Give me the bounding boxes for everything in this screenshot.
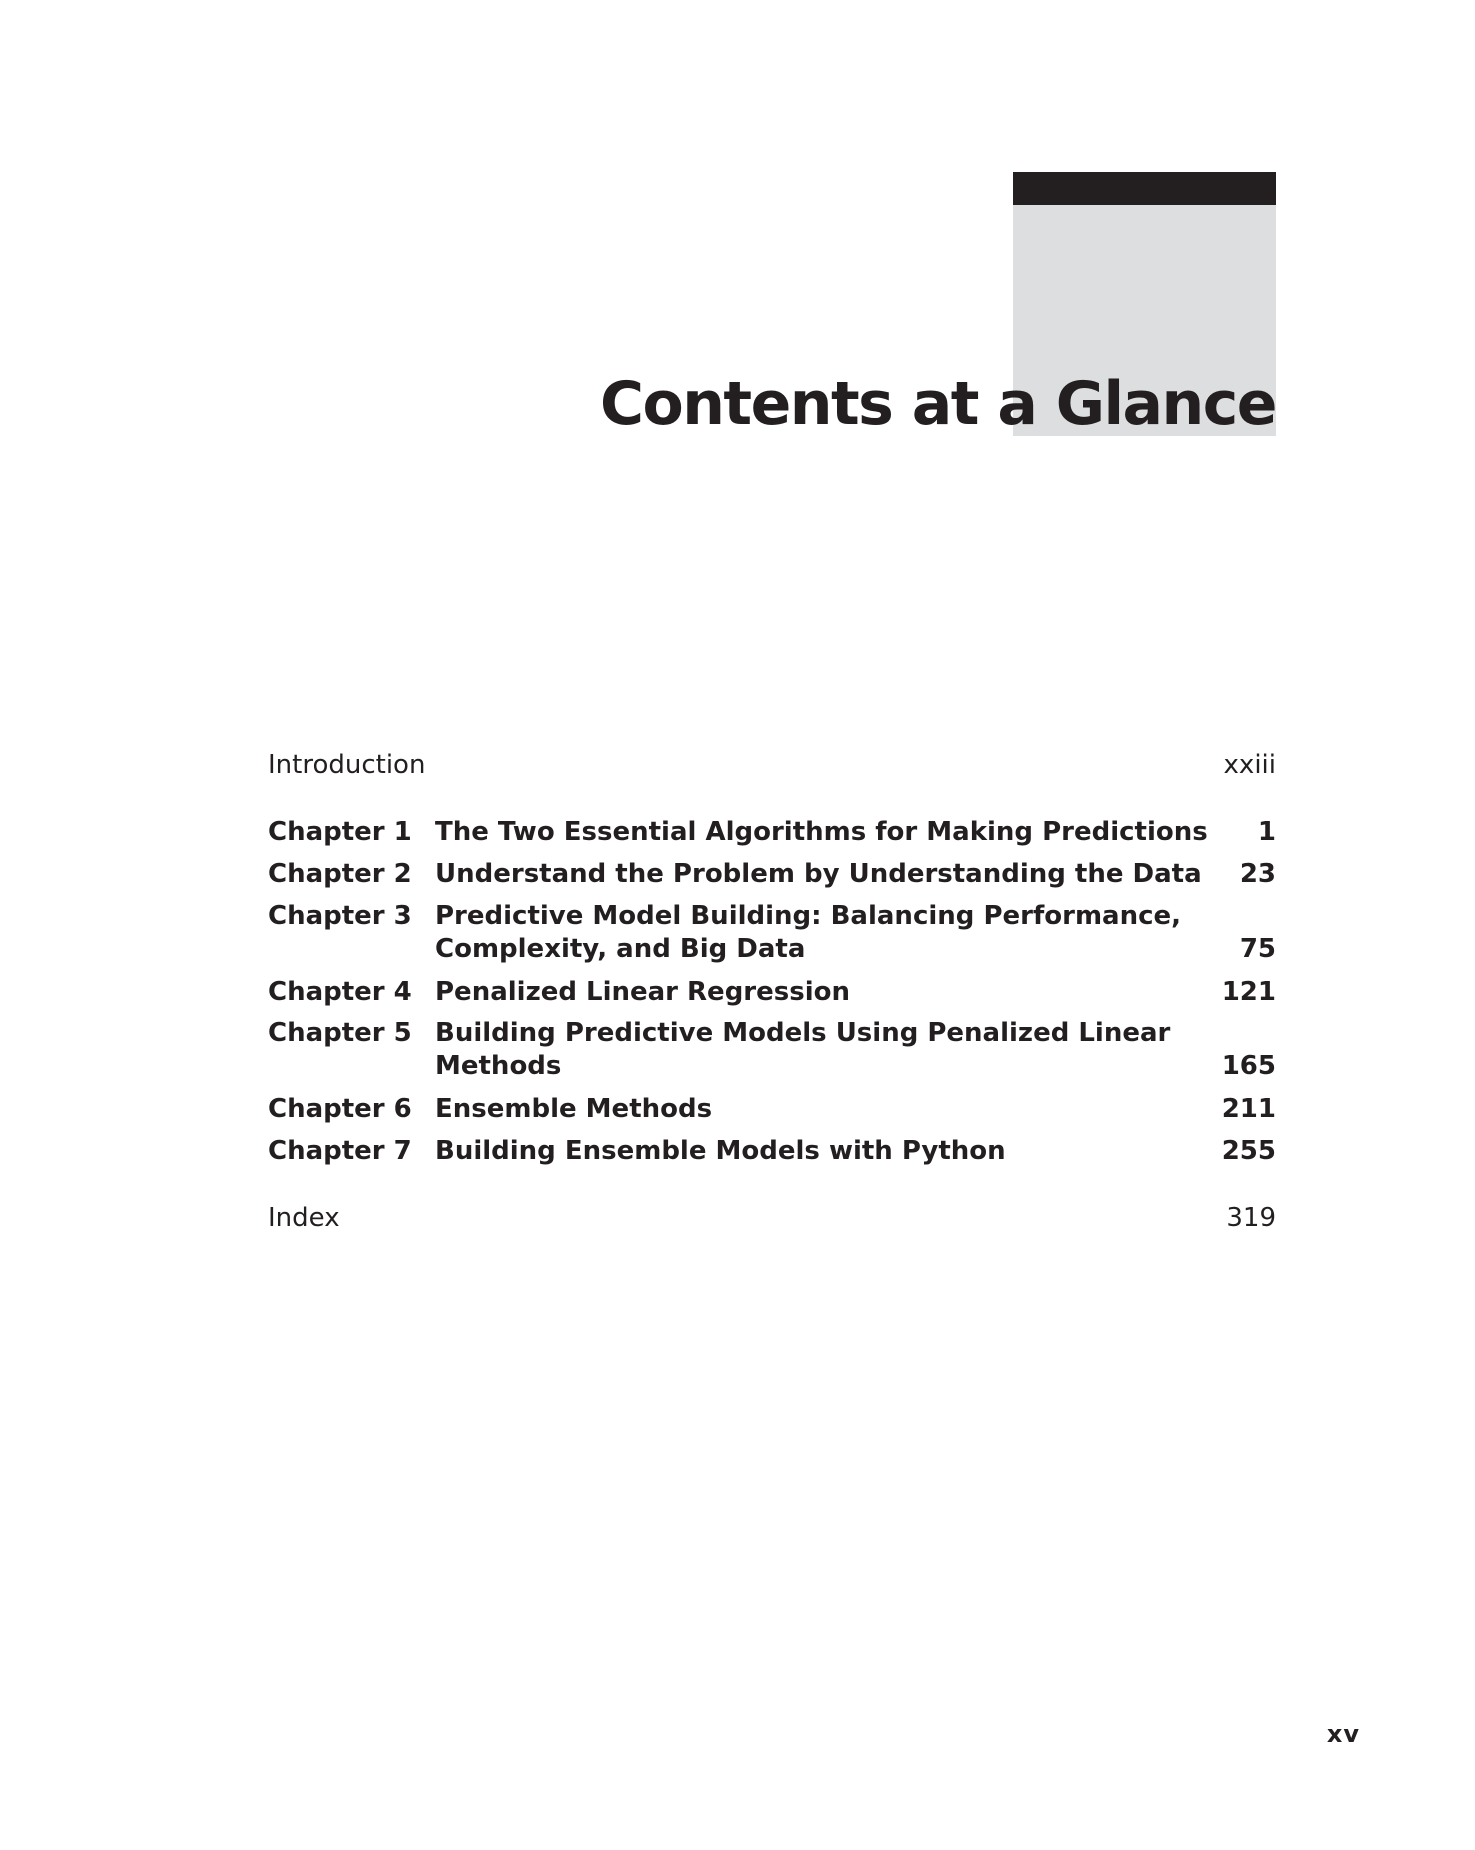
title-decoration-bar — [1013, 172, 1276, 205]
toc-chapter-label: Chapter 5 — [268, 1018, 412, 1048]
toc-chapter-label: Chapter 6 — [268, 1094, 412, 1124]
toc-chapter-title-line: Building Ensemble Models with Python — [435, 1136, 1006, 1166]
toc-entry-label: Index — [268, 1203, 340, 1233]
toc-chapter-title — [435, 1093, 1155, 1126]
toc-chapter-title — [435, 858, 1202, 891]
toc-entry-index[interactable] — [268, 1202, 1276, 1235]
toc-chapter-title-line: Predictive Model Building: Balancing Performance, — [435, 901, 1182, 931]
toc-entry-chapter-6[interactable] — [268, 1093, 1276, 1126]
toc-entry-page-number: 255 — [1221, 1136, 1276, 1166]
toc-entry-page-number: 23 — [1239, 859, 1276, 889]
toc-entry-introduction[interactable] — [268, 749, 1276, 782]
toc-chapter-title — [435, 976, 1155, 1009]
toc-entry-chapter-7[interactable] — [268, 1135, 1276, 1168]
toc-chapter-title-line: Understand the Problem by Understanding the Data — [435, 859, 1202, 889]
toc-entry-page-number: 75 — [1239, 934, 1276, 964]
toc-entry-page-number: 211 — [1221, 1094, 1276, 1124]
toc-entry-page-number: 319 — [1226, 1203, 1276, 1233]
toc-chapter-title — [435, 900, 1182, 966]
toc-entry-chapter-3[interactable] — [268, 900, 1276, 966]
toc-entry-page-number: 165 — [1221, 1051, 1276, 1081]
toc-chapter-title — [435, 1017, 1171, 1083]
toc-chapter-title-line: The Two Essential Algorithms for Making Predictions — [435, 817, 1208, 847]
toc-chapter-title-line: Complexity, and Big Data — [435, 934, 806, 964]
page-number-folio: xv — [1326, 1720, 1360, 1748]
toc-chapter-title-line: Methods — [435, 1051, 562, 1081]
toc-chapter-label: Chapter 2 — [268, 859, 412, 889]
toc-entry-page-number: 121 — [1221, 977, 1276, 1007]
toc-chapter-label: Chapter 3 — [268, 901, 412, 931]
toc-chapter-title-line: Penalized Linear Regression — [435, 977, 850, 1007]
page-title: Contents at a Glance — [599, 369, 1276, 439]
toc-entry-chapter-2[interactable] — [268, 858, 1276, 891]
toc-chapter-title-line: Ensemble Methods — [435, 1094, 713, 1124]
toc-chapter-title-line: Building Predictive Models Using Penalized Linear — [435, 1018, 1171, 1048]
toc-chapter-title — [435, 1135, 1155, 1168]
toc-chapter-label: Chapter 7 — [268, 1136, 412, 1166]
toc-entry-chapter-1[interactable] — [268, 816, 1276, 849]
toc-entry-page-number: 1 — [1257, 817, 1276, 847]
toc-chapter-label: Chapter 4 — [268, 977, 412, 1007]
toc-entry-label: Introduction — [268, 750, 426, 780]
toc-entry-chapter-5[interactable] — [268, 1017, 1276, 1083]
toc-chapter-title — [435, 816, 1208, 849]
toc-chapter-label: Chapter 1 — [268, 817, 412, 847]
toc-entry-page-number: xxiii — [1223, 750, 1276, 780]
toc-entry-chapter-4[interactable] — [268, 976, 1276, 1009]
